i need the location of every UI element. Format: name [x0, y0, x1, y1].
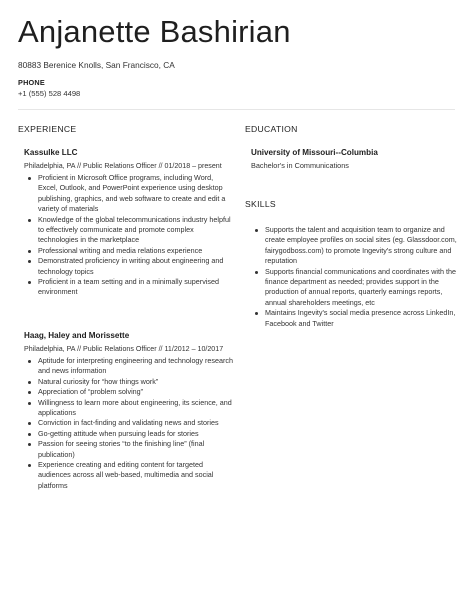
job-bullet: Go-getting attitude when pursuing leads for stories	[24, 429, 234, 439]
resume-header	[0, 0, 474, 115]
job-bullet: Knowledge of the global telecommunications industry helpful to effectively communicate and promote complex technologies in the marketplace	[24, 215, 234, 246]
job-bullet: Appreciation of “problem solving”	[24, 387, 234, 397]
skills-list	[251, 222, 459, 329]
skills-heading: SKILLS	[245, 199, 276, 209]
job-bullet: Experience creating and editing content for targeted audiences across all web-based, multimedia and social platforms	[24, 460, 234, 491]
job-bullet: Demonstrated proficiency in writing about engineering and technology topics	[24, 256, 234, 277]
education-entry	[251, 148, 461, 170]
job-bullet: Proficient in Microsoft Office programs, including Word, Excel, Outlook, and PowerPoint experience using desktop publishing, graphics, and web software to create and edit a variety of materials	[24, 173, 234, 215]
job-bullets	[24, 173, 234, 298]
job-bullet: Aptitude for interpreting engineering and technology research and news information	[24, 356, 234, 377]
skill-item: Supports financial communications and coordinates with the finance department as needed; provides support in the production of annual reports, quarterly earnings reports, annual shareholders meetings, etc	[251, 267, 459, 309]
experience-heading: EXPERIENCE	[18, 124, 77, 134]
job-company: Kassulke LLC	[24, 148, 78, 157]
job-meta: Philadelphia, PA // Public Relations Officer // 11/2012 – 10/2017	[24, 345, 224, 353]
candidate-name: Anjanette Bashirian	[18, 14, 291, 49]
skill-item: Supports the talent and acquisition team to organize and create employee profiles on social sites (eg. Glassdoor.com, fairygodboss.com) to promote Ingevity's strong culture and reputation	[251, 225, 459, 267]
skill-item: Maintains Ingevity's social media presence across LinkedIn, Facebook and Twitter	[251, 308, 459, 329]
job-meta: Philadelphia, PA // Public Relations Officer // 01/2018 – present	[24, 162, 222, 170]
job-entry	[24, 148, 234, 298]
job-entry	[24, 331, 234, 491]
education-heading: EDUCATION	[245, 124, 298, 134]
job-bullet: Professional writing and media relations experience	[24, 246, 234, 256]
job-bullets	[24, 356, 234, 491]
job-bullet: Passion for seeing stories “to the finishing line” (final publication)	[24, 439, 234, 460]
phone-number: +1 (555) 528 4498	[18, 89, 81, 98]
job-company: Haag, Haley and Morissette	[24, 331, 130, 340]
job-bullet: Proficient in a team setting and in a minimally supervised environment	[24, 277, 234, 298]
skills-bullets	[251, 225, 459, 329]
job-bullet: Willingness to learn more about engineering, its science, and applications	[24, 398, 234, 419]
education-school: University of Missouri--Columbia	[251, 148, 378, 157]
phone-label: PHONE	[18, 78, 45, 87]
job-bullet: Natural curiosity for “how things work”	[24, 377, 234, 387]
job-bullet: Conviction in fact-finding and validating news and stories	[24, 418, 234, 428]
education-degree: Bachelor's in Communications	[251, 161, 349, 170]
header-divider	[18, 109, 455, 110]
candidate-address: 80883 Berenice Knolls, San Francisco, CA	[18, 60, 175, 70]
